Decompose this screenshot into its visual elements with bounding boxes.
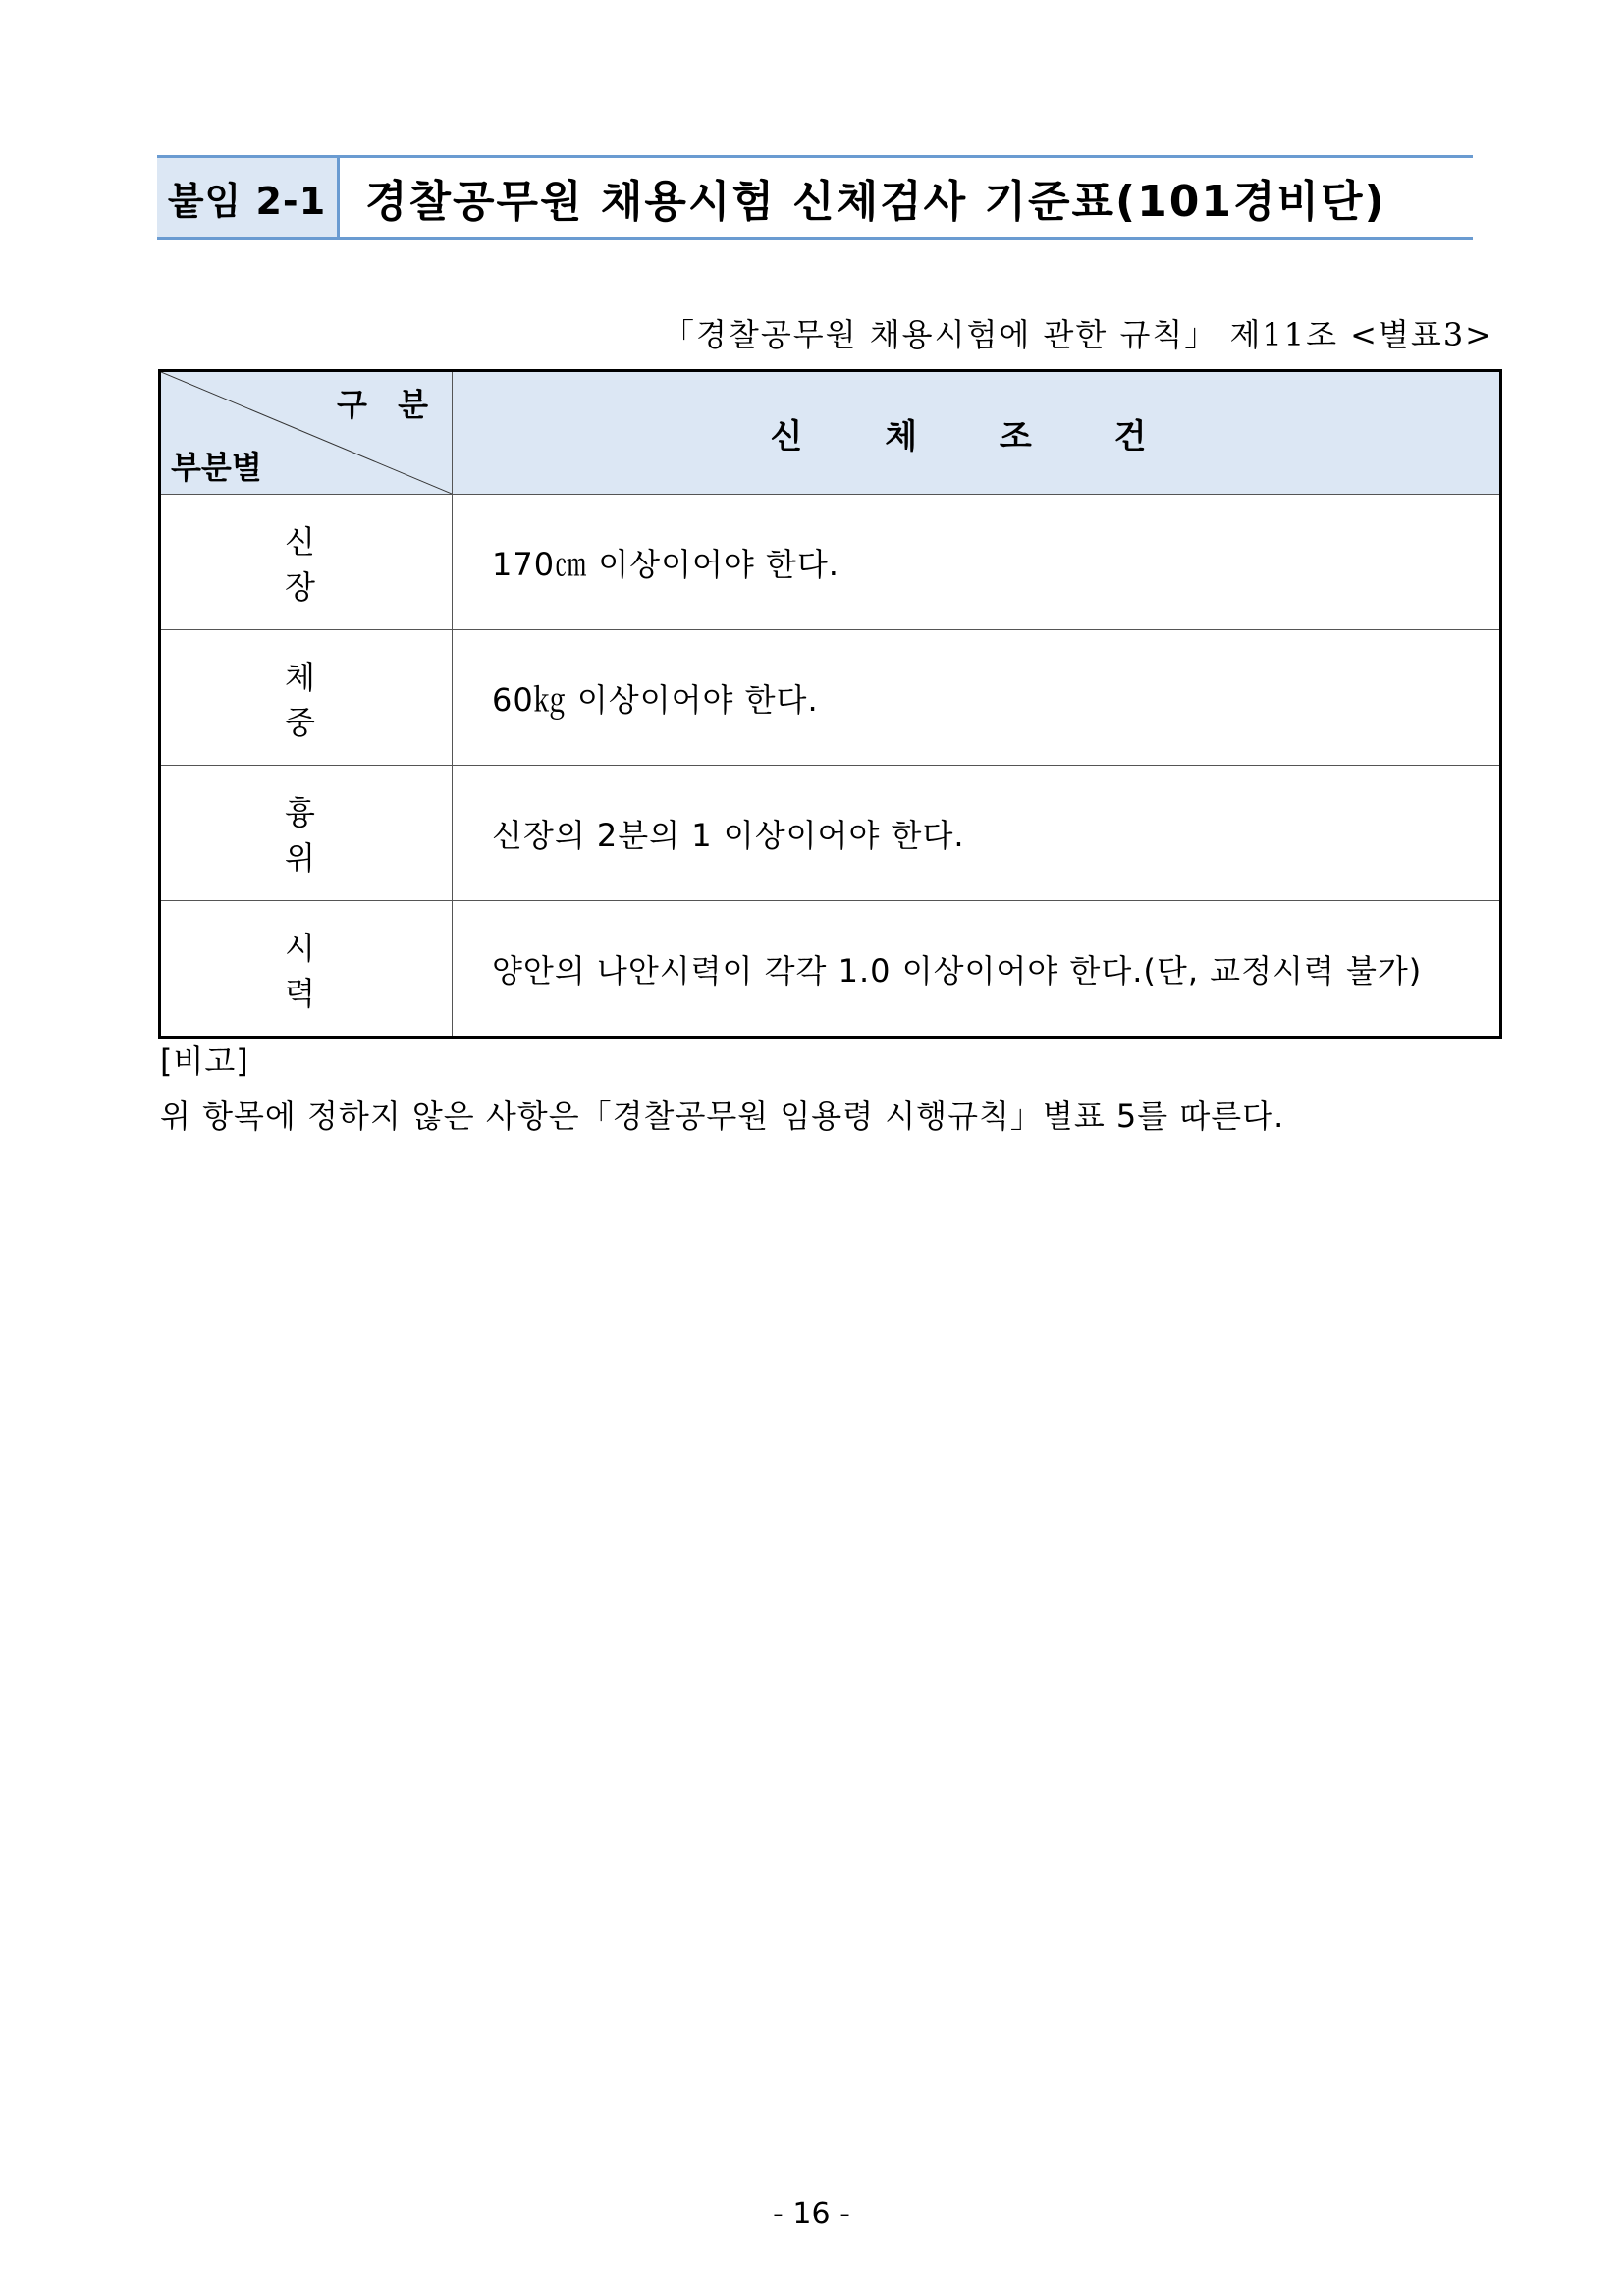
row-category: 신 장	[160, 495, 453, 630]
physical-exam-table	[158, 369, 1502, 1039]
row-value: 양안의 나안시력이 각각 1.0 이상이어야 한다.(단, 교정시력 불가)	[453, 901, 1501, 1038]
page-number: - 16 -	[773, 2197, 850, 2231]
table-row	[160, 630, 1501, 766]
source-reference: 「경찰공무원 채용시험에 관한 규칙」 제11조 <별표3>	[663, 316, 1493, 353]
row-value: 신장의 2분의 1 이상이어야 한다.	[453, 766, 1501, 901]
diagonal-header-bottom: 부분별	[171, 449, 262, 486]
notes-label: [비고]	[160, 1042, 249, 1080]
table-header-row	[160, 371, 1501, 495]
row-value: 60㎏ 이상이어야 한다.	[453, 630, 1501, 766]
table-row	[160, 495, 1501, 630]
notes-text: 위 항목에 정하지 않은 사항은「경찰공무원 임용령 시행규칙」별표 5를 따른다.	[160, 1097, 1285, 1135]
row-value: 170㎝ 이상이어야 한다.	[453, 495, 1501, 630]
table-row	[160, 901, 1501, 1038]
condition-header: 신 체 조 건	[453, 371, 1501, 495]
document-title: 경찰공무원 채용시험 신체검사 기준표(101경비단)	[365, 177, 1386, 227]
title-bar	[157, 155, 1473, 240]
row-category: 체 중	[160, 630, 453, 766]
row-category: 흉 위	[160, 766, 453, 901]
diagonal-header-top: 구 분	[337, 386, 438, 423]
table-row	[160, 766, 1501, 901]
diagonal-header-cell	[160, 371, 453, 495]
row-category: 시 력	[160, 901, 453, 1038]
attachment-label: 붙임 2-1	[157, 158, 340, 237]
